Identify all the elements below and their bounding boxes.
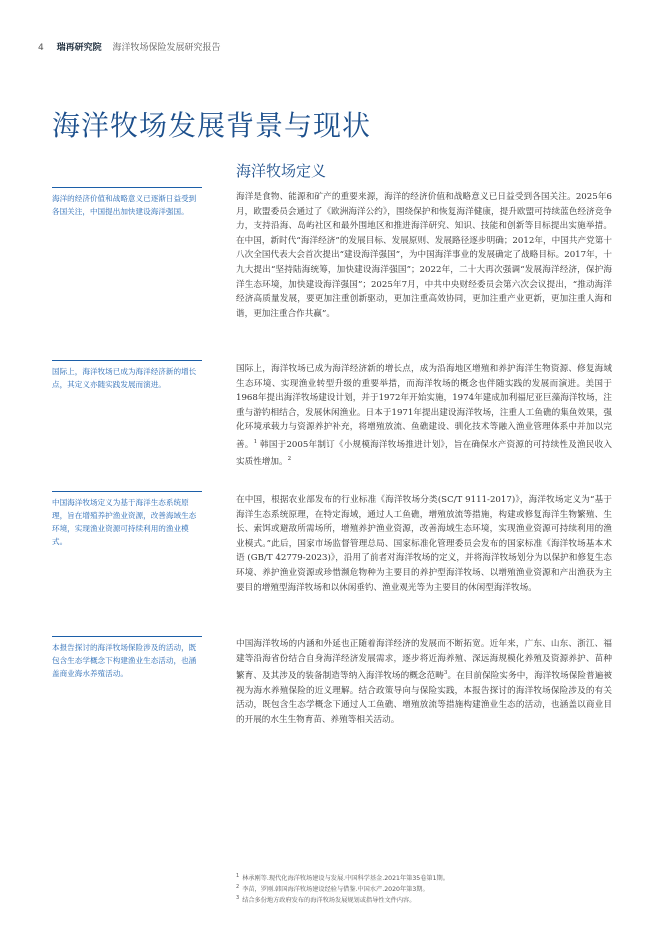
footnote (236, 872, 626, 883)
body-paragraph: 在中国，根据农业部发布的行业标准《海洋牧场分类(SC/T 9111-2017)》，海洋牧场定义为“基于海洋生态系统原理，在特定海域，通过人工鱼礁，增殖放流等措施，构建或修复海洋生物繁殖、生长、索饵或避敌所需场所，增殖养护渔业资源，改善海域生态环境，实现渔业资源可持续利用的渔业模式。”此后，国家市场监督管理总局、国家标准化管理委员会发布的国家标准《海洋牧场基本术语 (GB/T 42779-2023)》，沿用了前者对海洋牧场的定义，并将海洋牧场划分为以保护和修复生态环境、养护渔业资源或珍惜濒危物种为主要目的养护型海洋牧场、以增殖渔业资源和产出渔获为主要目的增殖型海洋牧场和以休闲垂钓、渔业观光等为主要目的休闲型海洋牧场。 (236, 495, 612, 593)
paragraph-text: 中国海洋牧场的内涵和外延也正随着海洋经济的发展而不断拓宽。近年来，广东、山东、浙江、福建等沿海省份结合自身海洋经济发展需求，逐步将近海养殖、深远海规模化养殖及资源养护、苗种繁育、及其涉及的装备制造等纳入海洋牧场的概念范畴 (236, 639, 612, 682)
body-paragraph (236, 637, 612, 727)
footnote-ref: 3 (443, 670, 448, 677)
subsection-title: 海洋牧场定义 (236, 162, 327, 180)
paragraph-text: 国际上，海洋牧场已成为海洋经济新的增长点，成为沿海地区增殖和养护海洋生物资源、修复海域生态环境、实现渔业转型升级的重要举措，而海洋牧场的概念也伴随实践的发展而演进。美国于1968年提出海洋牧场建设计划，并于1972年开始实施，1974年建成加利福尼亚巨藻海洋牧场，注重与游钓相结合，发展休闲渔业。日本于1971年提出建设海洋牧场，注重人工鱼礁的集鱼效果，强化环境承载力与资源养护补充，将增殖放流、鱼礁建设、驯化技术等融入渔业管理体系中并加以完善。 (236, 364, 612, 450)
body-paragraph: 海洋是食物、能源和矿产的重要来源，海洋的经济价值和战略意义已日益受到各国关注。2025年6月，欧盟委员会通过了《欧洲海洋公约》，围绕保护和恢复海洋健康，提升欧盟可持续蓝色经济竞争力，支持沿海、岛屿社区和最外围地区和推进海洋研究、知识、技能和创新等目标提出实施举措。在中国，新时代“海洋经济”的发展目标、发展原则、发展路径逐步明确；2012年，中国共产党第十八次全国代表大会首次提出“建设海洋强国”，为中国海洋事业的发展确定了战略目标。2017年，十九大提出“坚持陆海统筹，加快建设海洋强国”；2022年，二十大再次强调“发展海洋经济，保护海洋生态环境，加快建设海洋强国”；2025年7月，中共中央财经委员会第六次会议提出，“推动海洋经济高质量发展，要更加注重创新驱动，更加注重高效协同，更加注重产业更新，更加注重人海和谐，更加注重合作共赢”。 (236, 192, 612, 319)
sidebar-note: 海洋的经济价值和战略意义已逐渐日益受到各国关注，中国提出加快建设海洋强国。 (52, 187, 202, 218)
footnote-number: 2 (236, 884, 240, 891)
footnote-ref: 2 (287, 456, 292, 463)
paragraph-text: 。在目前保险实务中，海洋牧场保险普遍被视为海水养殖保险的近义理解。结合政策导向与保险实践，本报告探讨的海洋牧场保险涉及的有关活动，既包含生态学概念下通过人工鱼礁、增殖放流等措施构建渔业生态的活动，也涵盖以商业目的开展的水生生物育苗、养殖等相关活动。 (236, 671, 612, 725)
footnotes (236, 872, 626, 905)
footnote-text: 林承刚等.现代化海洋牧场建设与发展.中国科学基金.2021年第35卷第1期。 (242, 875, 449, 883)
section-title: 海洋牧场发展背景与现状 (52, 109, 372, 142)
brand-name: 瑞再研究院 (56, 43, 102, 53)
footnote-number: 1 (236, 873, 240, 879)
report-title: 海洋牧场保险发展研究报告 (112, 43, 221, 53)
page-header (38, 40, 221, 53)
body-paragraph (236, 362, 612, 470)
footnote-ref: 1 (253, 438, 258, 445)
footnote (236, 883, 626, 894)
footnote-number: 3 (236, 895, 240, 902)
sidebar-note: 中国海洋牧场定义为基于海洋生态系统原理，旨在增殖养护渔业资源，改善海域生态环境，实现渔业资源可持续利用的渔业模式。 (52, 491, 202, 548)
footnote-text: 李苗，罗刚.韩国海洋牧场建设经验与借鉴.中国水产.2020年第3期。 (242, 886, 429, 894)
footnote-text: 结合多份地方政府发布的海洋牧场发展规划或指导性文件内容。 (242, 897, 416, 905)
footnote (236, 894, 626, 905)
sidebar-note: 本报告探讨的海洋牧场保险涉及的活动，既包含生态学概念下构建渔业生态活动，也涵盖商业海水养殖活动。 (52, 636, 202, 680)
page-number: 4 (38, 43, 44, 53)
paragraph-text: 韩国于2005年制订《小规模海洋牧场推进计划》，旨在确保水产资源的可持续性及渔民收入实质性增加。 (236, 439, 612, 468)
sidebar-note: 国际上，海洋牧场已成为海洋经济新的增长点，其定义亦随实践发展而演进。 (52, 360, 202, 391)
